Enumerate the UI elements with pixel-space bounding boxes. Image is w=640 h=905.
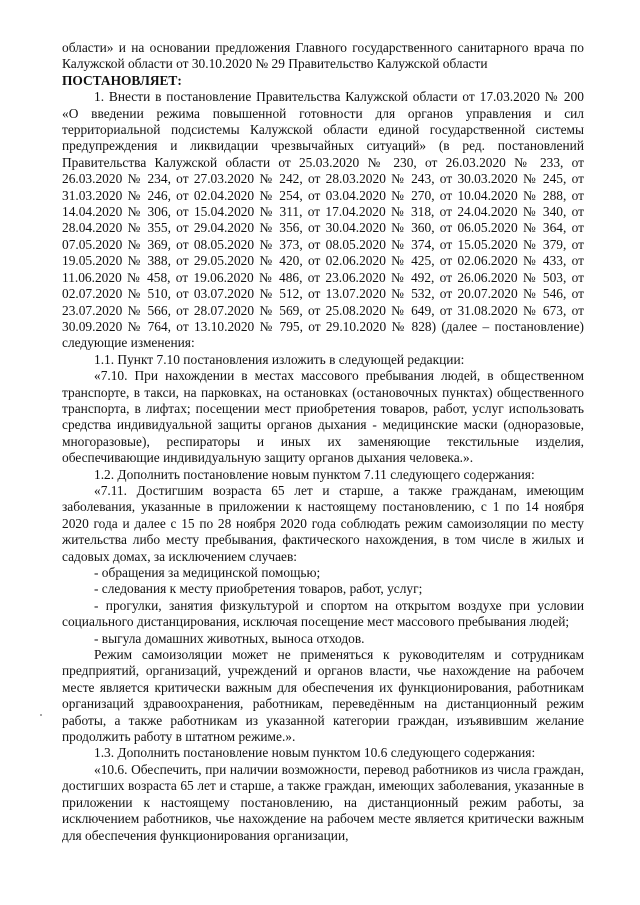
item-1-1-heading: 1.1. Пункт 7.10 постановления изложить в следующей редакции: xyxy=(94,351,465,367)
item-1-3-heading: 1.3. Дополнить постановление новым пунктом 10.6 следующего содержания: xyxy=(94,745,536,761)
exception-item: - выгула домашних животных, выноса отходов. xyxy=(94,630,365,646)
exception-item: - прогулки, занятия физкультурой и спортом на открытом воздухе при условии социального дистанцирования, исключая посещение мест массового пребывания людей; xyxy=(62,597,584,630)
intro-text: области» и на основании предложения Главного государственного санитарного врача по Калужской области от 30.10.2020 № 29 Правительство Калужской области xyxy=(62,40,584,72)
scan-speck xyxy=(40,714,42,716)
item-1-2-text: «7.11. Достигшим возраста 65 лет и старше, а также гражданам, имеющим заболевания, указанные в приложении к настоящему постановлению, с 1 по 14 ноября 2020 года и далее с 15 по 28 ноября 2020 года соблюдать режим самоизоляции по месту жительства либо месту пребывания, фактического нахождения, в том числе в жилых и садовых домах, за исключением случаев: xyxy=(62,482,584,564)
intro-paragraph xyxy=(62,40,584,89)
item-1-3-text: «10.6. Обеспечить, при наличии возможности, перевод работников из числа граждан, достигших возраста 65 лет и старше, а также граждан, имеющих заболевания, указанные в приложении к настоящему постановлению, на дистанционный режим работы, за исключением работников, чье нахождение на рабочем месте является критически важным для обеспечения функционирования организации, xyxy=(62,761,584,843)
item-1-paragraph: 1. Внести в постановление Правительства Калужской области от 17.03.2020 № 200 «О введении режима повышенной готовности для органов управления и сил территориальной подсистемы Калужской области единой государственной системы предупреждения и ликвидации чрезвычайных ситуаций» (в ред. постановлений Правительства Калужской области от 25.03.2020 № 230, от 26.03.2020 № 233, от 26.03.2020 № 234, от 27.03.2020 № 242, от 28.03.2020 № 243, от 30.03.2020 № 245, от 31.03.2020 № 246, от 02.04.2020 № 254, от 03.04.2020 № 270, от 10.04.2020 № 288, от 14.04.2020 № 306, от 15.04.2020 № 311, от 17.04.2020 № 318, от 24.04.2020 № 340, от 28.04.2020 № 355, от 29.04.2020 № 356, от 30.04.2020 № 360, от 06.05.2020 № 364, от 07.05.2020 № 369, от 08.05.2020 № 373, от 08.05.2020 № 374, от 15.05.2020 № 379, от 19.05.2020 № 388, от 29.05.2020 № 420, от 02.06.2020 № 425, от 02.06.2020 № 433, от 11.06.2020 № 458, от 19.06.2020 № 486, от 23.06.2020 № 492, от 26.06.2020 № 503, от 02.07.2020 № 510, от 03.07.2020 № 512, от 13.07.2020 № 532, от 20.07.2020 № 546, от 23.07.2020 № 566, от 28.07.2020 № 569, от 25.08.2020 № 649, от 31.08.2020 № 673, от 30.09.2020 № 764, от 13.10.2020 № 795, от 29.10.2020 № 828) (далее – постановление) следующие изменения: xyxy=(62,89,584,351)
document-page xyxy=(62,40,584,844)
decree-word: ПОСТАНОВЛЯЕТ: xyxy=(62,72,182,88)
item-1-1-text: «7.10. При нахождении в местах массового пребывания людей, в общественном транспорте, в такси, на парковках, на остановках (остановочных пунктах) общественного транспорта, в лифтах; посещении мест приобретения товаров, работ, услуг использовать средства индивидуальной защиты органов дыхания - медицинские маски (одноразовые, многоразовые), респираторы и иных их заменяющие текстильные изделия, обеспечивающие индивидуальную защиту органов дыхания человека.». xyxy=(62,368,584,466)
self-isolation-note: Режим самоизоляции может не применяться к руководителям и сотрудникам предприятий, организаций, учреждений и органов власти, чье нахождение на рабочем месте является критически важным для обеспечения их функционирования, работникам организаций здравоохранения, работникам, переведённым на дистанционный режим работы, а также работникам из указанной категории граждан, изъявившим желание продолжить работу в штатном режиме.». xyxy=(62,647,584,745)
exception-item: - следования к месту приобретения товаров, работ, услуг; xyxy=(94,581,423,597)
item-1-2-heading: 1.2. Дополнить постановление новым пунктом 7.11 следующего содержания: xyxy=(94,466,535,482)
exception-item: - обращения за медицинской помощью; xyxy=(94,565,321,580)
